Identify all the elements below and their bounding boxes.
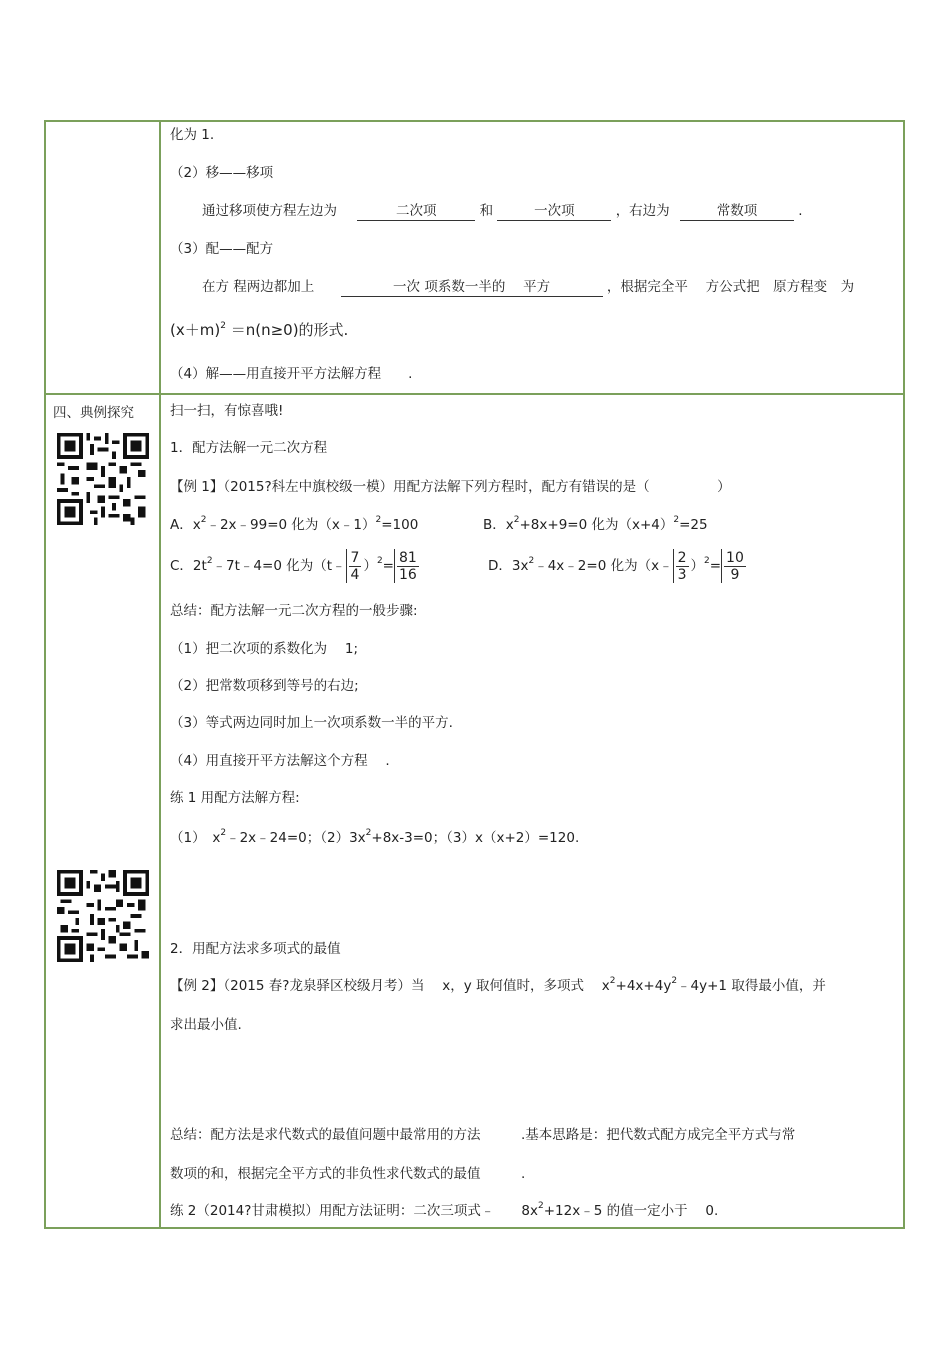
blank-answer: 一次 项系数一半的 平方 xyxy=(341,278,603,297)
column-divider xyxy=(159,120,161,1229)
blank-answer: 常数项 xyxy=(680,202,794,221)
step-complete-heading: （3）配——配方 xyxy=(170,241,274,257)
step-item: （4）用直接开平方法解这个方程 . xyxy=(170,753,390,769)
practice-1-problems: （1） $x^2﹣2x﹣24=0$；$(2)3x^2+8x-3=0$；（3）x（x+2）=120. xyxy=(170,828,580,846)
form-expression: $(x+m)^2 =n(n\ge 0)$的形式. xyxy=(170,321,349,339)
summary-1: 总结：配方法解一元二次方程的一般步骤: xyxy=(170,603,418,619)
step-item: （2）把常数项移到等号的右边; xyxy=(170,678,359,694)
summary-2-cont: 数项的和，根据完全平方式的非负性求代数式的最值 . xyxy=(170,1166,526,1182)
option-a: A．$x^2﹣2x﹣99=0$ 化为（x﹣1）$^2$=100 xyxy=(170,515,419,533)
step-move-heading: （2）移——移项 xyxy=(170,165,274,181)
option-c: C．$2t^2﹣7t﹣4=0$ 化为（t﹣ $\frac{7}{4}$ ）$^2$= $\frac{81}{16}$ xyxy=(170,549,417,583)
practice-2: 练 2（2014?甘肃模拟）用配方法证明：二次三项式﹣ $8x^2+12x﹣5$ 的值一定小于 0. xyxy=(170,1201,719,1219)
section-heading-1: 1．配方法解一元二次方程 xyxy=(170,440,328,456)
summary-2: 总结：配方法是求代数式的最值问题中最常用的方法 .基本思路是：把代数式配方成完全平方式与常 xyxy=(170,1127,796,1143)
row-divider xyxy=(44,393,905,395)
scan-prompt: 扫一扫，有惊喜哦! xyxy=(170,403,284,419)
example-2-stem: 【例 2】（2015 春?龙泉驿区校级月考）当 x，y 取何值时，多项式 $x^2+4x+4y^2﹣4y+1$ 取得最小值，并 xyxy=(170,976,826,994)
example-2-stem-cont: 求出最小值. xyxy=(170,1017,242,1033)
practice-1-title: 练 1 用配方法解方程: xyxy=(170,790,300,806)
move-sentence: 通过移项使方程左边为 二次项 和 一次项 ，右边为 常数项 . xyxy=(202,203,803,219)
option-b: B．$x^2+8x+9=0$ 化为$(x+4)^2=25$ xyxy=(483,515,708,533)
example-1-stem: 【例 1】（2015?科左中旗校级一模）用配方法解下列方程时，配方有错误的是（ ） xyxy=(170,479,731,495)
step-solve-heading: （4）解——用直接开平方法解方程 . xyxy=(170,366,413,382)
blank-answer: 一次项 xyxy=(497,202,611,221)
qr-code-image xyxy=(57,433,149,525)
step-item: （1）把二次项的系数化为 1; xyxy=(170,641,359,657)
blank-answer: 二次项 xyxy=(357,202,475,221)
step-item: （3）等式两边同时加上一次项系数一半的平方. xyxy=(170,715,453,731)
text-line: 化为 1. xyxy=(170,127,215,143)
section-label: 四、典例探究 xyxy=(53,405,134,421)
section-heading-2: 2．用配方法求多项式的最值 xyxy=(170,941,341,957)
option-d: D．$3x^2﹣4x﹣2=0$ 化为（x﹣ $\frac{2}{3}$ ）$^2$= $\frac{10}{9}$ xyxy=(488,549,744,583)
qr-code-image xyxy=(57,870,149,962)
complete-sentence: 在方 程两边都加上 一次 项系数一半的 平方 ，根据完全平 方公式把 原方程变 为 xyxy=(202,279,855,295)
